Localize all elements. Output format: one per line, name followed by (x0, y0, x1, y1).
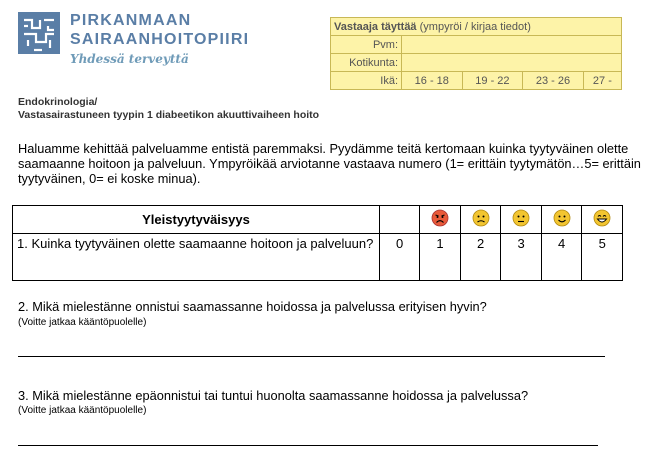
department-line2: Vastasairastuneen tyypin 1 diabeetikon akuuttivaiheen hoito (18, 109, 320, 121)
organization-logo (18, 12, 258, 68)
face-very-unhappy-cell (420, 206, 461, 234)
date-field[interactable] (402, 36, 622, 54)
unhappy-face-icon (472, 209, 490, 227)
face-unhappy-cell (460, 206, 501, 234)
logo-text-line1: PIRKANMAAN (70, 12, 192, 29)
info-box-title-note: (ympyröi / kirjaa tiedot) (419, 20, 531, 33)
question-2-answer-line[interactable] (18, 356, 605, 357)
question-2-note: (Voitte jatkaa kääntöpuolelle) (18, 317, 147, 328)
rating-table-header: Yleistyytyväisyys (13, 206, 380, 234)
rating-option-5[interactable]: 5 (582, 234, 623, 281)
rating-option-2[interactable]: 2 (460, 234, 501, 281)
question-3-answer-line[interactable] (18, 445, 598, 446)
municipality-label: Kotikunta: (331, 54, 402, 72)
age-option-19-22[interactable]: 19 - 22 (462, 72, 523, 90)
face-happy-cell (541, 206, 582, 234)
face-neutral-cell (501, 206, 542, 234)
age-option-27-plus[interactable]: 27 - (583, 72, 621, 90)
satisfaction-rating-table (12, 205, 623, 281)
municipality-field[interactable] (402, 54, 622, 72)
very-happy-face-icon (593, 209, 611, 227)
respondent-info-box (330, 17, 622, 90)
date-label: Pvm: (331, 36, 402, 54)
rating-option-0[interactable]: 0 (379, 234, 419, 281)
department-heading (18, 96, 319, 122)
department-line1: Endokrinologia/ (18, 96, 98, 108)
age-option-23-26[interactable]: 23 - 26 (523, 72, 584, 90)
very-unhappy-face-icon (431, 209, 449, 227)
rating-option-3[interactable]: 3 (501, 234, 542, 281)
neutral-face-icon (512, 209, 530, 227)
rating-option-4[interactable]: 4 (541, 234, 582, 281)
logo-slogan: Yhdessä terveyttä (70, 52, 189, 66)
age-option-16-18[interactable]: 16 - 18 (402, 72, 463, 90)
happy-face-icon (553, 209, 571, 227)
face-very-happy-cell (582, 206, 623, 234)
question-2-text: 2. Mikä mielestänne onnistui saamassanne hoidossa ja palvelussa erityisen hyvin? (18, 299, 487, 314)
intro-paragraph: Haluamme kehittää palveluamme entistä paremmaksi. Pyydämme teitä kertomaan kuinka tyytyväinen olette saamaanne hoitoon ja palveluun. Ympyröikää arviotanne vastaava numero (1= erittäin tyytymätön…5= erittäin tyytyväinen, 0= ei koske minua). (18, 141, 641, 186)
question-3-note: (Voitte jatkaa kääntöpuolelle) (18, 405, 147, 416)
info-box-title: Vastaaja täyttää (ympyröi / kirjaa tiedot) (331, 18, 622, 36)
rating-header-empty (379, 206, 419, 234)
logo-text-line2: SAIRAANHOITOPIIRI (70, 31, 250, 48)
question-1-text: 1. Kuinka tyytyväinen olette saamaanne hoitoon ja palveluun? (13, 234, 380, 281)
age-label: Ikä: (331, 72, 402, 90)
rating-option-1[interactable]: 1 (420, 234, 461, 281)
logo-mark-icon (18, 12, 60, 54)
question-3-text: 3. Mikä mielestänne epäonnistui tai tuntui huonolta saamassanne hoidossa ja palvelussa? (18, 388, 529, 403)
